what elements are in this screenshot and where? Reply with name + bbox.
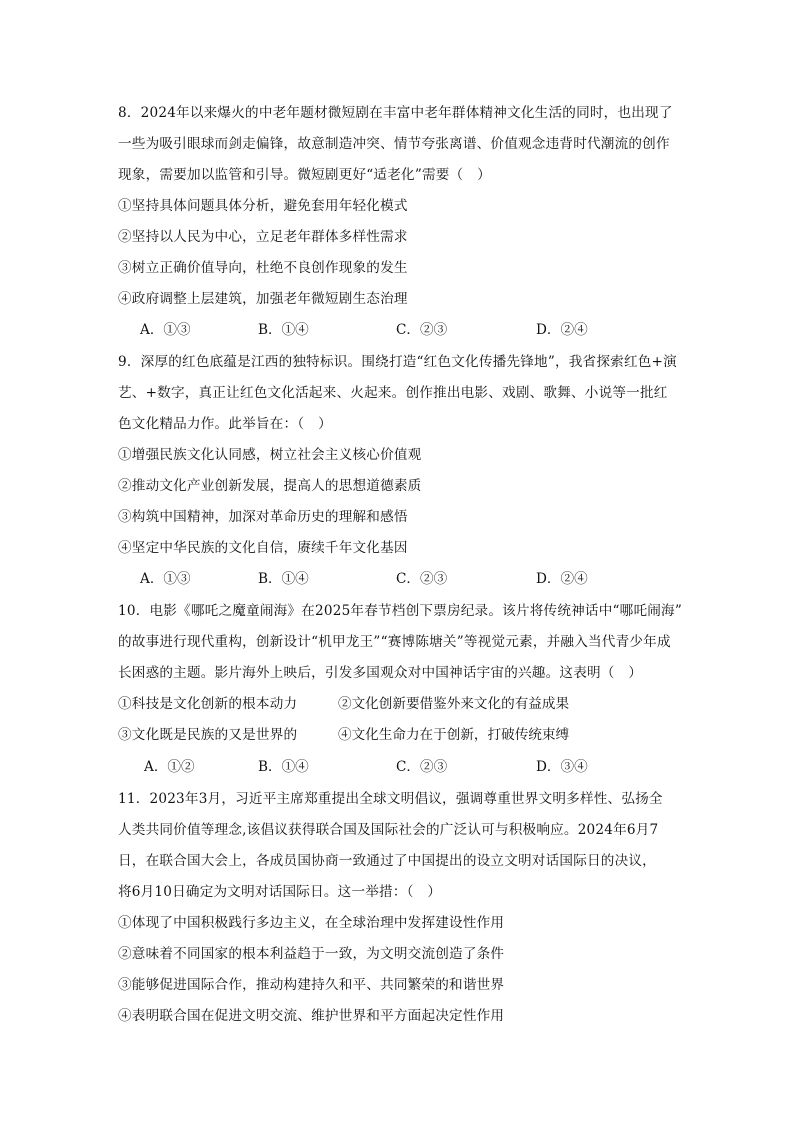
q8-option-b: B．①④ bbox=[258, 322, 309, 338]
q10-statement-4: ④文化生命力在于创新，打破传统束缚 bbox=[338, 727, 570, 743]
q8-stem-line-3: 现象，需要加以监管和引导。微短剧更好“适老化”需要（ ） bbox=[118, 167, 491, 183]
q9-statement-3: ③构筑中国精神，加深对革命历史的理解和感悟 bbox=[118, 509, 408, 525]
q8-statement-1: ①坚持具体问题具体分析，避免套用年轻化模式 bbox=[118, 198, 408, 214]
q10-stem-line-3: 长困惑的主题。影片海外上映后，引发多国观众对中国神话宇宙的兴趣。这表明（ ） bbox=[118, 665, 643, 681]
q9-option-b: B．①④ bbox=[258, 571, 309, 587]
q10-option-d: D．③④ bbox=[536, 759, 588, 775]
q9-option-d: D．②④ bbox=[536, 571, 588, 587]
q10-statement-3: ③文化既是民族的又是世界的 bbox=[118, 727, 298, 743]
q10-statement-2: ②文化创新要借鉴外来文化的有益成果 bbox=[338, 696, 570, 712]
q11-statement-3: ③能够促进国际合作，推动构建持久和平、共同繁荣的和谐世界 bbox=[118, 977, 505, 993]
q10-statement-1: ①科技是文化创新的根本动力 bbox=[118, 696, 298, 712]
q10-option-b: B．①④ bbox=[258, 759, 309, 775]
q11-stem-line-4: 将6月10日确定为文明对话国际日。这一举措：（ ） bbox=[118, 884, 442, 900]
q10-stem-line-1: 10．电影《哪吒之魔童闹海》在2025年春节档创下票房纪录。该片将传统神话中“哪吒闹海” bbox=[118, 603, 682, 619]
q9-stem-line-1: 9．深厚的红色底蕴是江西的独特标识。围绕打造“红色文化传播先锋地”，我省探索红色+演 bbox=[118, 354, 677, 370]
q8-statement-2: ②坚持以人民为中心，立足老年群体多样性需求 bbox=[118, 229, 408, 245]
q11-stem-line-2: 人类共同价值等理念,该倡议获得联合国及国际社会的广泛认可与积极响应。2024年6月7 bbox=[118, 822, 659, 838]
q11-statement-1: ①体现了中国积极践行多边主义，在全球治理中发挥建设性作用 bbox=[118, 915, 505, 931]
q8-option-a: A．①③ bbox=[140, 322, 191, 338]
q11-statement-2: ②意味着不同国家的根本利益趋于一致，为文明交流创造了条件 bbox=[118, 946, 505, 962]
q8-option-d: D．②④ bbox=[536, 322, 588, 338]
q9-stem-line-2: 艺、+数字，真正让红色文化活起来、火起来。创作推出电影、戏剧、歌舞、小说等一批红 bbox=[118, 385, 668, 401]
q10-option-a: A．①② bbox=[144, 759, 195, 775]
q8-option-c: C．②③ bbox=[396, 322, 448, 338]
q10-number: 10． bbox=[118, 603, 150, 619]
q11-stem-line-1: 11．2023年3月，习近平主席郑重提出全球文明倡议，强调尊重世界文明多样性、弘扬全 bbox=[118, 791, 663, 807]
q9-option-c: C．②③ bbox=[396, 571, 448, 587]
q8-statement-3: ③树立正确价值导向，杜绝不良创作现象的发生 bbox=[118, 260, 408, 276]
q11-number: 11． bbox=[118, 791, 150, 807]
q8-statement-4: ④政府调整上层建筑，加强老年微短剧生态治理 bbox=[118, 291, 408, 307]
q9-statement-4: ④坚定中华民族的文化自信，赓续千年文化基因 bbox=[118, 540, 408, 556]
q8-stem-line-1: 8．2024年以来爆火的中老年题材微短剧在丰富中老年群体精神文化生活的同时，也出现了 bbox=[118, 105, 673, 121]
q11-statement-4: ④表明联合国在促进文明交流、维护世界和平方面起决定性作用 bbox=[118, 1008, 505, 1024]
q9-stem-line-3: 色文化精品力作。此举旨在：（ ） bbox=[118, 416, 332, 432]
q11-stem-line-3: 日，在联合国大会上，各成员国协商一致通过了中国提出的设立文明对话国际日的决议， bbox=[118, 853, 656, 869]
q9-statement-1: ①增强民族文化认同感，树立社会主义核心价值观 bbox=[118, 447, 422, 463]
q10-stem-line-2: 的故事进行现代重构，创新设计“机甲龙王”“赛博陈塘关”等视觉元素，并融入当代青少年成 bbox=[118, 634, 671, 650]
q9-number: 9． bbox=[118, 354, 141, 370]
q9-statement-2: ②推动文化产业创新发展，提高人的思想道德素质 bbox=[118, 478, 422, 494]
q8-number: 8． bbox=[118, 105, 141, 121]
q9-option-a: A．①③ bbox=[140, 571, 191, 587]
q8-stem-line-2: 一些为吸引眼球而剑走偏锋，故意制造冲突、情节夸张离谱、价值观念违背时代潮流的创作 bbox=[118, 136, 670, 152]
q10-option-c: C．②③ bbox=[396, 759, 448, 775]
